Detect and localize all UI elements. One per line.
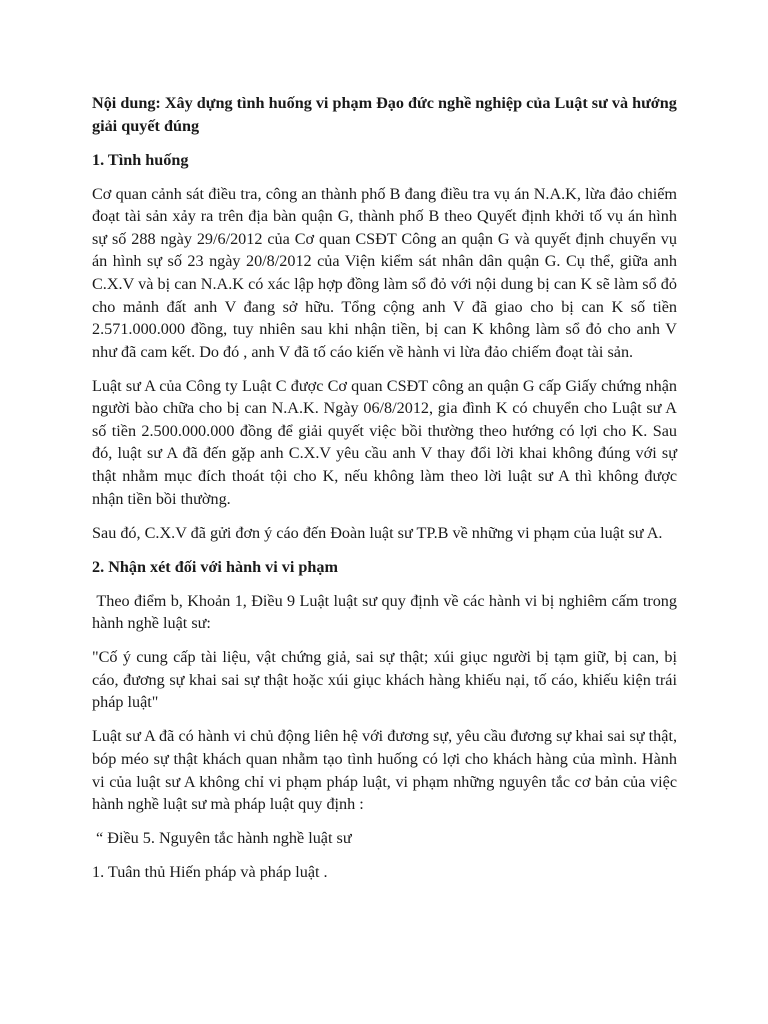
paragraph-lawyer-conduct: Luật sư A của Công ty Luật C được Cơ quan CSĐT công an quận G cấp Giấy chứng nhận người bào chữa cho bị can N.A.K. Ngày 06/8/2012, gia đình K có chuyển cho Luật sư A số tiền 2.500.000.000 đồng để giải quyết việc bồi thường theo hướng có lợi cho K. Sau đó, luật sư A đã đến gặp anh C.X.V yêu cầu anh V thay đổi lời khai không đúng với sự thật nhằm mục đích thoát tội cho K, nếu không làm theo lời luật sư A thì không được nhận tiền bồi thường. — [92, 376, 677, 508]
paragraph-case-facts: Cơ quan cảnh sát điều tra, công an thành phố B đang điều tra vụ án N.A.K, lừa đảo chiếm đoạt tài sản xảy ra trên địa bàn quận G, thành phố B theo Quyết định khởi tố vụ án hình sự số 288 ngày 29/6/2012 của Cơ quan CSĐT Công an quận G và quyết định chuyển vụ án hình sự số 23 ngày 20/8/2012 của Viện kiểm sát nhân dân quận G. Cụ thể, giữa anh C.X.V và bị can N.A.K có xác lập hợp đồng làm sổ đỏ với nội dung bị can K sẽ làm sổ đỏ cho mảnh đất anh V đang sở hữu. Tổng cộng anh V đã giao cho bị can K số tiền 2.571.000.000 đồng, tuy nhiên sau khi nhận tiền, bị can K không làm sổ đỏ cho anh V như đã cam kết. Do đó , anh V đã tố cáo kiến về hành vi lừa đảo chiếm đoạt tài sản. — [92, 184, 677, 361]
paragraph-principle-1: 1. Tuân thủ Hiến pháp và pháp luật . — [92, 863, 328, 882]
paragraph-legal-basis: Theo điểm b, Khoản 1, Điều 9 Luật luật sư quy định về các hành vi bị nghiêm cấm trong hành nghề luật sư: — [92, 591, 682, 633]
section-heading-situation: 1. Tình huống — [92, 150, 189, 169]
paragraph-violation-analysis: Luật sư A đã có hành vi chủ động liên hệ với đương sự, yêu cầu đương sự khai sai sự thật, bóp méo sự thật khách quan nhằm tạo tình huống có lợi cho khách hàng của mình. Hành vi của luật sư A không chỉ vi phạm pháp luật, vi phạm những nguyên tắc cơ bản của việc hành nghề luật sư mà pháp luật quy định : — [92, 727, 677, 814]
paragraph-quoted-law: "Cố ý cung cấp tài liệu, vật chứng giả, sai sự thật; xúi giục người bị tạm giữ, bị can, bị cáo, đương sự khai sai sự thật hoặc xúi giục khách hàng khiếu nại, tố cáo, khiếu kiện trái pháp luật" — [92, 648, 677, 712]
document-page — [92, 92, 682, 884]
section-heading-assessment: 2. Nhận xét đối với hành vi vi phạm — [92, 557, 338, 576]
document-title: Nội dung: Xây dựng tình huống vi phạm Đạo đức nghề nghiệp của Luật sư và hướng giải quyết đúng — [92, 94, 677, 135]
paragraph-article-5-heading: “ Điều 5. Nguyên tắc hành nghề luật sư — [92, 829, 352, 848]
paragraph-complaint: Sau đó, C.X.V đã gửi đơn ý cáo đến Đoàn luật sư TP.B về những vi phạm của luật sư A. — [92, 523, 663, 542]
